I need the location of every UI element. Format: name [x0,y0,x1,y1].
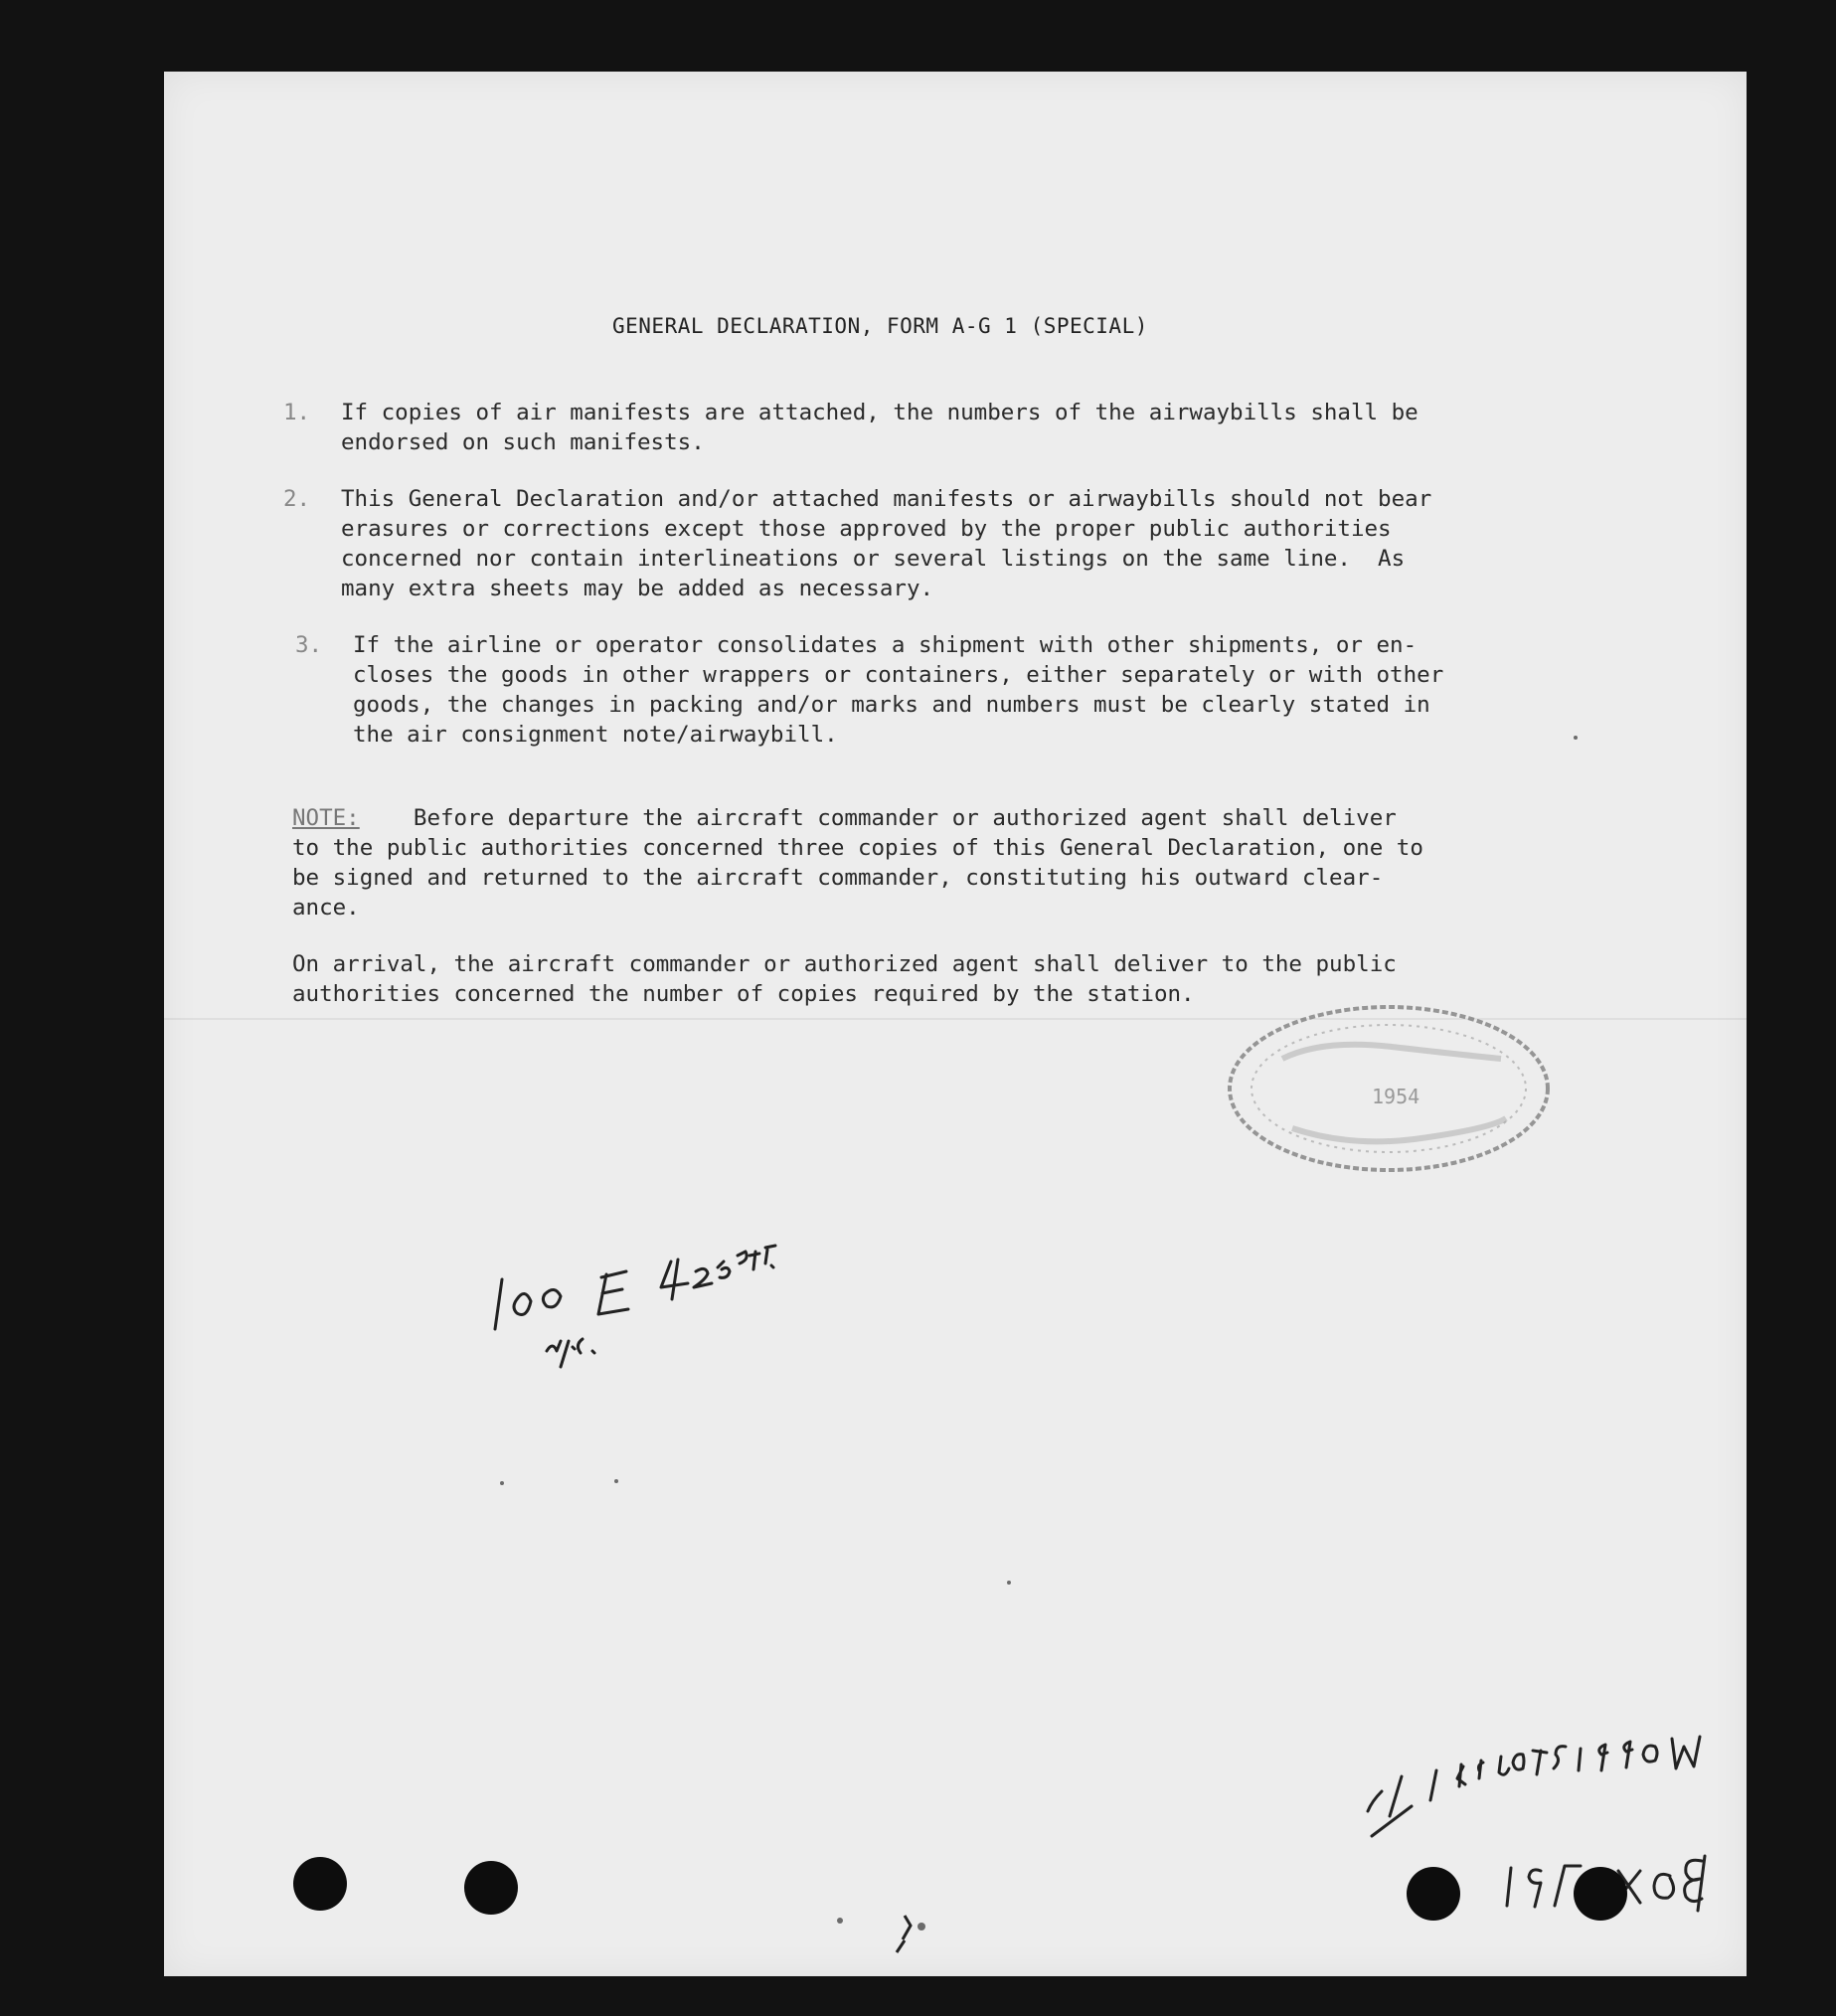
arrival-text: On arrival, the aircraft commander or authorized agent shall deliver to the public authorities concerned the number of copies required by the station. [292,951,1397,1007]
item-number: 3. [295,632,323,658]
note-text: Before departure the aircraft commander or authorized agent shall deliver to the public authorities concerned three copies of this General Declaration, one to be signed and returned to the aircraft commander, constituting his outward clear- ance. [292,805,1423,921]
scan-artifacts [164,72,1747,1976]
item-number: 2. [283,486,311,512]
document-title: GENERAL DECLARATION, FORM A-G 1 (SPECIAL) [612,314,1148,338]
item-text: If copies of air manifests are attached, the numbers of the airwaybills shall be endorsed on such manifests. [341,400,1419,455]
note-label: NOTE: [292,805,360,831]
item-text: If the airline or operator consolidates a shipment with other shipments, or en- closes the goods in other wrappers or containers, either separately or with other goods, the changes in packing and/or marks and numbers must be clearly stated in the air consignment note/airwaybill. [353,632,1444,748]
stamp-date: 1954 [1372,1085,1420,1108]
item-text: This General Declaration and/or attached manifests or airwaybills should not bear erasures or corrections except those approved by the proper public authorities concerned nor contain interlineations or several listings on the same line. As many extra sheets may be added as necessary. [341,486,1432,601]
document-page [164,72,1747,1976]
item-number: 1. [283,400,311,425]
